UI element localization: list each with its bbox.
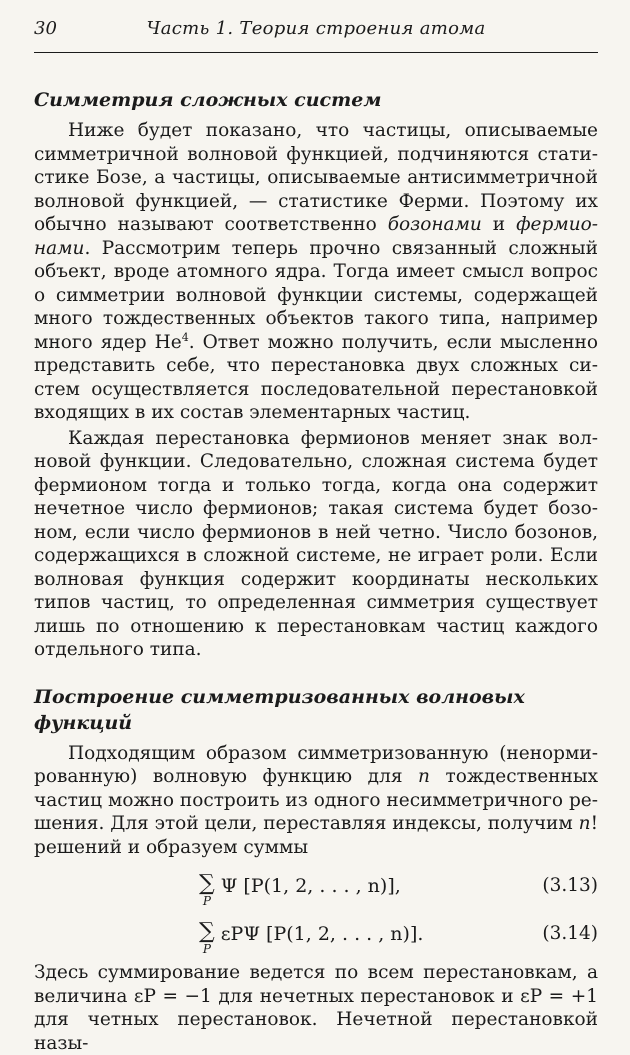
running-title: Часть 1. Теория строения атома: [146, 18, 486, 39]
equation-3-14: [34, 917, 598, 961]
equation-expression: εPΨ [P(1, 2, . . . , n)].: [220, 923, 424, 945]
paragraph-permutation: Каждая перестановка фермионов меняет знак вол-новой функции. Следовательно, сложная система будет фермионом тогда и только тогда, когда она содержит нечетное число фермионов; такая система будет бозо-ном, если число фермионов в ней четно. Число бозонов, содержащихся в сложной системе, не играет роли. Если волновая функция содержит координаты нескольких типов частиц, то определенная симметрия существует лишь по отношению к перестановкам частиц каждого отдельного типа.: [34, 427, 598, 660]
page: [34, 18, 598, 1055]
term-fermions: фермио-нами: [34, 214, 598, 259]
equation-number: (3.13): [542, 875, 598, 896]
page-number: 30: [34, 18, 57, 39]
sum-index: P: [202, 894, 211, 908]
paragraph-text: Подходящим образом симметризованную (ненорми-рованную) волновую функцию для: [34, 742, 598, 787]
paragraph-text: тождественных частиц можно построить из одного несимметричного ре-шения. Для этой цели, переставляя индексы, получим: [34, 766, 598, 834]
paragraph-text: ! решений и образуем суммы: [34, 813, 599, 858]
paragraph-summation: Здесь суммирование ведется по всем перестановкам, а величина εP = −1 для нечетных перестановок и εP = +1 для четных перестановок. Нечетной перестановкой назы-: [34, 962, 598, 1054]
equation-body: [199, 873, 401, 907]
summation-sign: [199, 873, 215, 907]
section-heading-symmetry: Симметрия сложных систем: [34, 89, 382, 111]
sum-index: P: [202, 942, 211, 956]
variable-n: n: [418, 766, 430, 787]
summation-sign: [199, 921, 215, 955]
paragraph-text: и: [481, 214, 517, 235]
paragraph-text: . Ответ можно получить, если мысленно представить себе, что перестановка двух сложных си-стем осуществляется последовательной перестановкой входящих в их состав элементарных частиц.: [34, 331, 598, 423]
sigma-symbol: ∑: [199, 919, 215, 944]
equation-number: (3.14): [542, 923, 598, 944]
section-heading-construction: Построение симметризованных волновых функций: [34, 685, 525, 734]
superscript-mass-number: 4: [181, 330, 189, 344]
variable-n: n: [578, 813, 591, 834]
paragraph-bosons-fermions: [34, 119, 598, 425]
term-bosons: бозонами: [387, 214, 482, 235]
running-header: [34, 18, 598, 53]
sigma-symbol: ∑: [199, 871, 215, 896]
paragraph-text: Ниже будет показано, что частицы, описываемые симметричной волновой функцией, подчиняются стати-стике Бозе, а частицы, описываемые антисимметричной волновой функцией, — статистике Ферми. Поэтому их обычно называют соответственно: [34, 120, 598, 235]
paragraph-symmetrized: [34, 742, 598, 860]
paragraph-text: . Рассмотрим теперь прочно связанный сложный объект, вроде атомного ядра. Тогда имеет смысл вопрос о симметрии волновой функции системы, содержащей много тождественных объектов такого типа, например много ядер He: [34, 237, 598, 353]
equation-3-13: [34, 869, 598, 913]
equation-expression: Ψ [P(1, 2, . . . , n)],: [220, 875, 401, 897]
equation-body: [199, 921, 423, 955]
